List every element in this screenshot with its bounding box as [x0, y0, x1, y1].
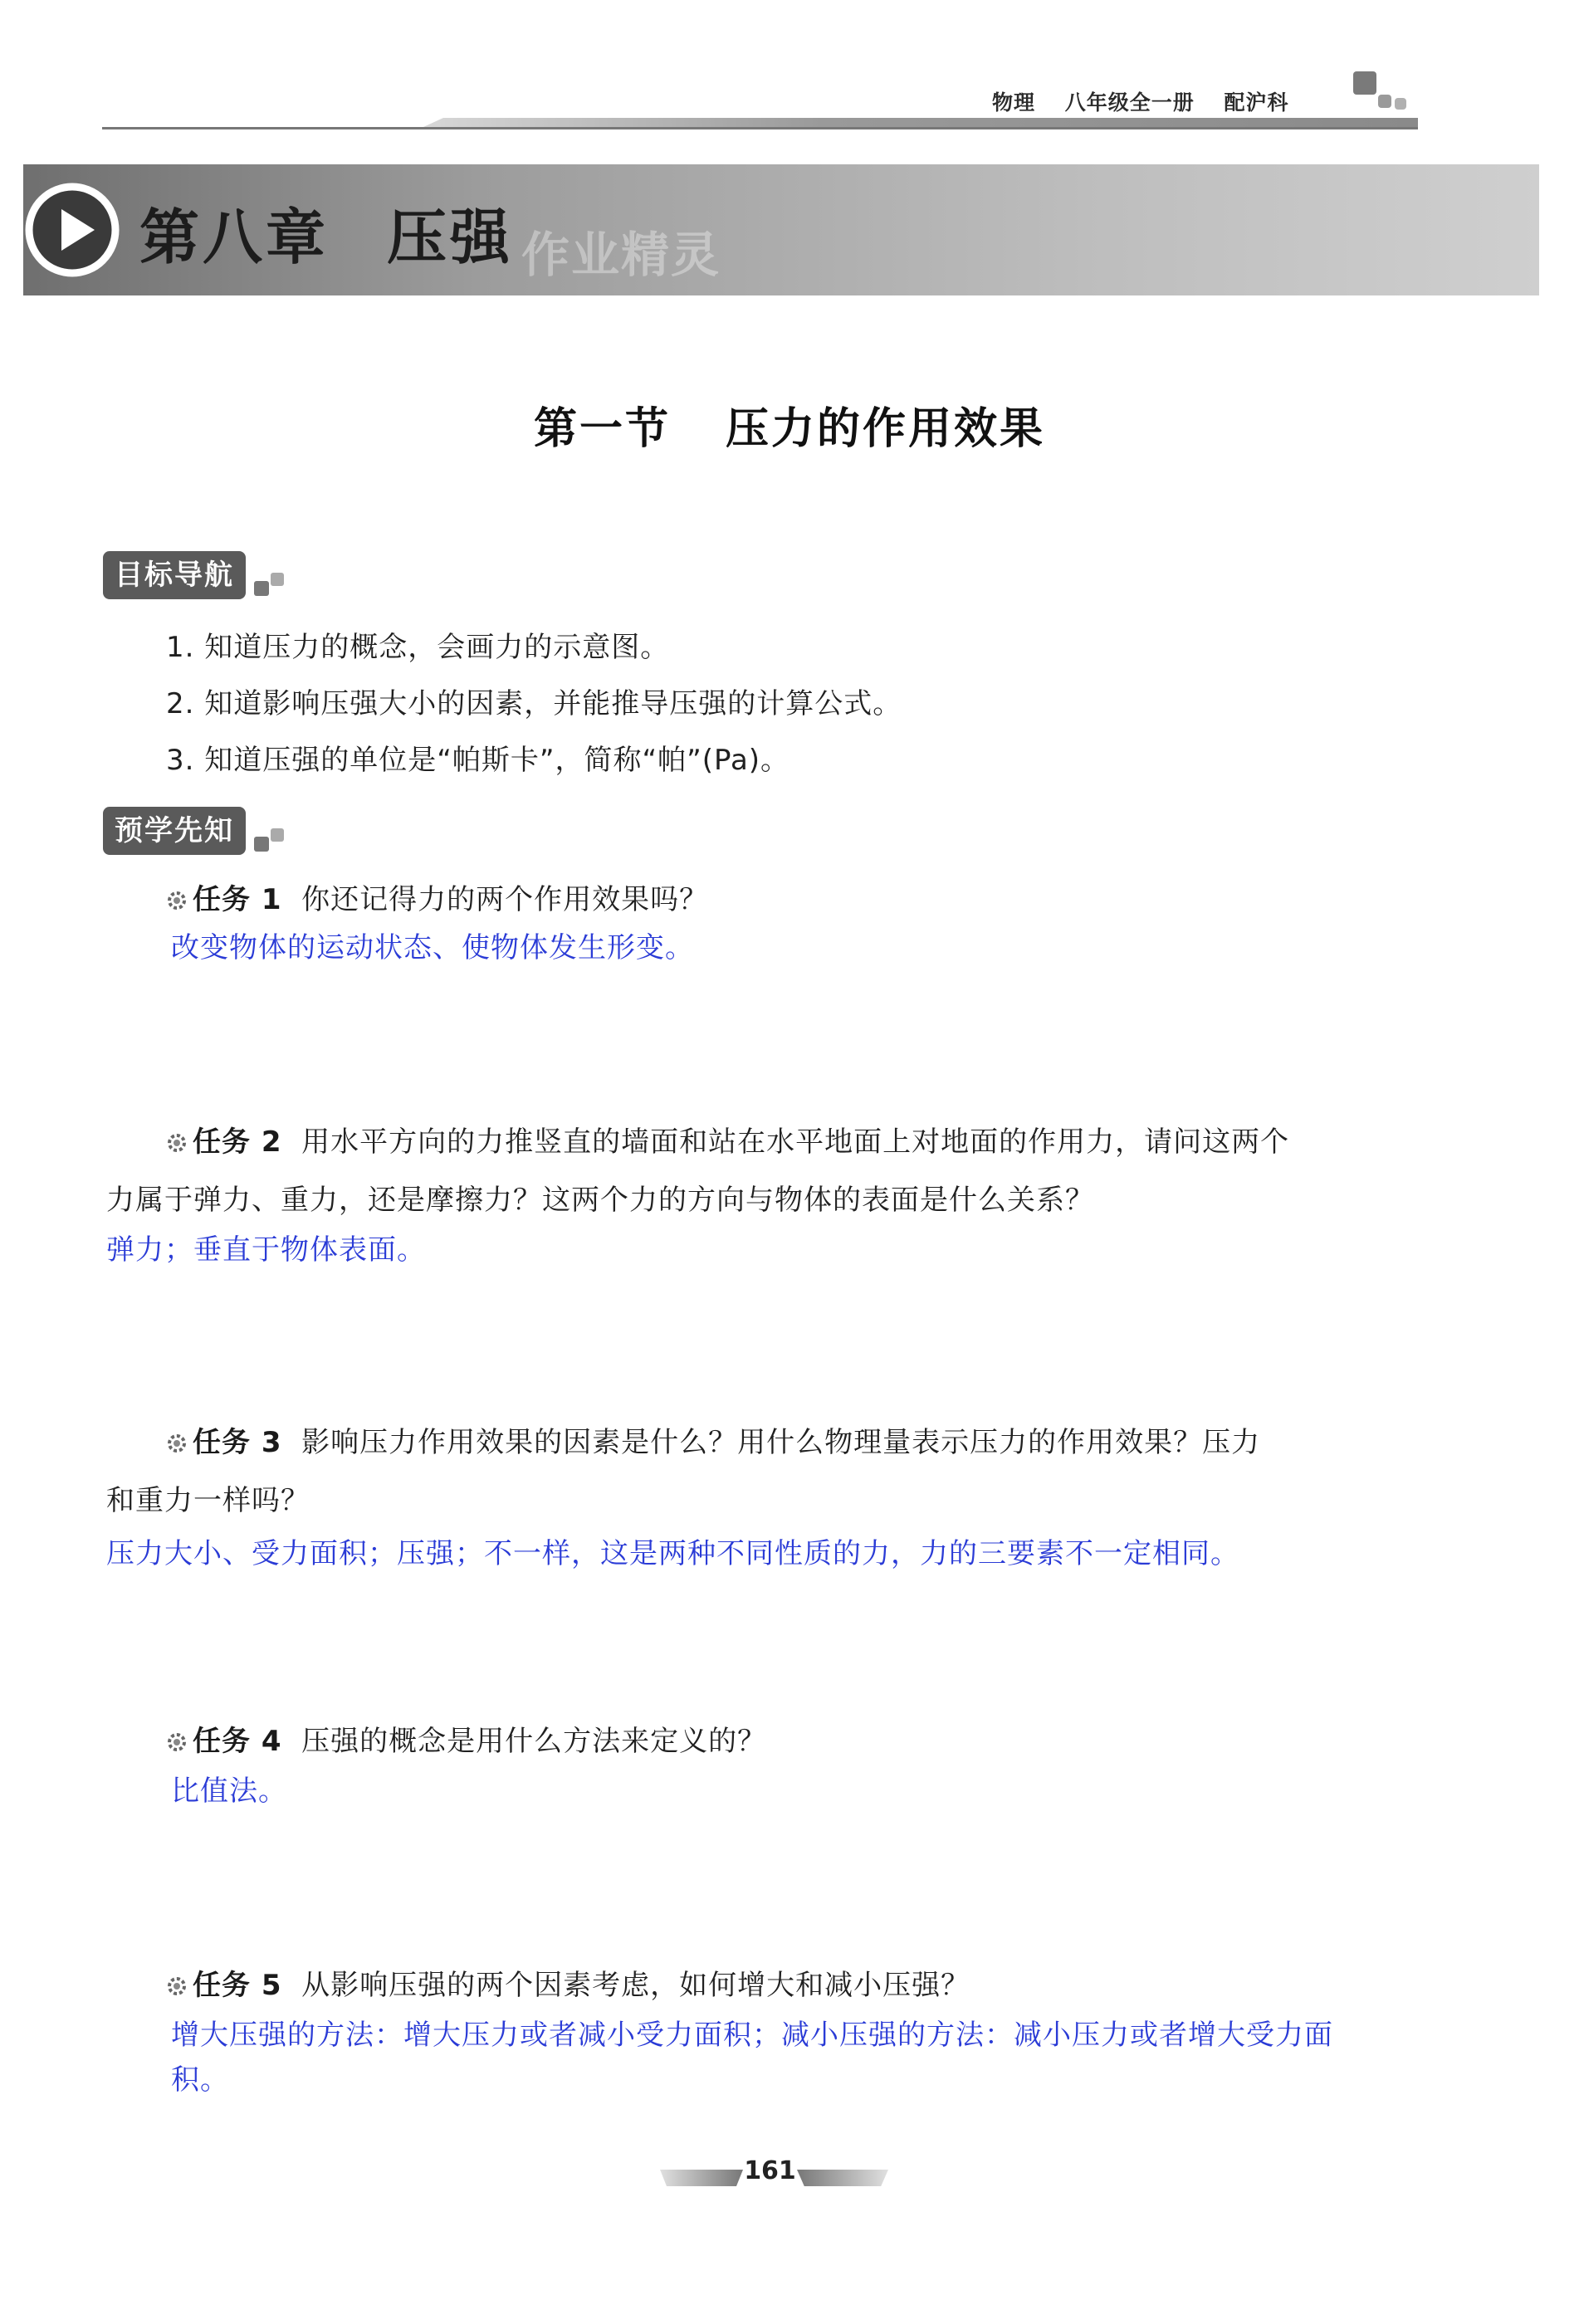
task-3-answer: 压力大小、受力面积；压强；不一样，这是两种不同性质的力，力的三要素不一定相同。 [106, 1537, 1239, 1570]
objective-item: 2. 知道影响压强大小的因素，并能推导压强的计算公式。 [166, 687, 902, 720]
running-header [992, 86, 1310, 116]
tag-decoration-icon [254, 828, 287, 862]
gear-icon [166, 1731, 188, 1753]
objectives-tag: 目标导航 [103, 551, 246, 599]
header-grade: 八年级全一册 [1064, 90, 1195, 115]
play-circle-icon [23, 181, 121, 279]
task-2-question-continued: 力属于弹力、重力，还是摩擦力？这两个力的方向与物体的表面是什么关系？ [106, 1184, 1094, 1217]
header-decoration-squares-icon [1353, 71, 1420, 113]
tag-decoration-icon [254, 573, 287, 606]
footer-decoration-right [797, 2170, 888, 2186]
task-label: 任务 1 [193, 883, 282, 916]
objective-item: 3. 知道压强的单位是“帕斯卡”，简称“帕”(Pa)。 [166, 744, 790, 777]
gear-icon [166, 1132, 188, 1154]
task-label: 任务 4 [193, 1725, 282, 1758]
task-1-answer: 改变物体的运动状态、使物体发生形变。 [171, 931, 694, 964]
section-number: 第一节 [533, 404, 671, 454]
task-3-question [166, 1424, 1260, 1461]
objective-item: 1. 知道压力的概念，会画力的示意图。 [166, 631, 670, 664]
task-label: 任务 2 [193, 1125, 282, 1159]
header-subject: 物理 [992, 90, 1036, 115]
task-question-text: 从影响压强的两个因素考虑，如何增大和减小压强？ [301, 1969, 970, 2002]
chapter-name: 压强 [387, 203, 514, 272]
task-1-question [166, 881, 708, 918]
gear-icon [166, 1975, 188, 1997]
task-5-answer-continued: 积。 [171, 2063, 229, 2097]
task-4-question [166, 1723, 766, 1760]
section-name: 压力的作用效果 [726, 404, 1046, 454]
task-question-text: 影响压力作用效果的因素是什么？用什么物理量表示压力的作用效果？压力 [301, 1426, 1261, 1459]
section-title [0, 393, 1579, 456]
task-5-question [166, 1967, 970, 2004]
footer-decoration-left [660, 2170, 743, 2186]
gear-icon [166, 890, 188, 911]
preview-tag: 预学先知 [103, 807, 246, 855]
gear-icon [166, 1433, 188, 1454]
task-2-question [166, 1124, 1289, 1160]
task-2-answer: 弹力；垂直于物体表面。 [106, 1233, 426, 1267]
task-4-answer: 比值法。 [171, 1775, 287, 1808]
task-question-text: 你还记得力的两个作用效果吗？ [301, 883, 709, 916]
task-3-question-continued: 和重力一样吗？ [106, 1484, 310, 1517]
task-label: 任务 3 [193, 1426, 282, 1459]
chapter-heading [139, 189, 513, 276]
watermark-text: 作业精灵 [521, 227, 721, 283]
header-rule-thick [423, 118, 1418, 127]
task-5-answer: 增大压强的方法：增大压力或者减小受力面积；减小压强的方法：减小压力或者增大受力面 [171, 2019, 1333, 2052]
header-rule [102, 127, 1418, 129]
chapter-banner [23, 164, 1539, 295]
task-question-text: 用水平方向的力推竖直的墙面和站在水平地面上对地面的作用力，请问这两个 [301, 1125, 1290, 1159]
chapter-number: 第八章 [139, 203, 330, 272]
task-question-text: 压强的概念是用什么方法来定义的？ [301, 1725, 767, 1758]
page-number: 161 [744, 2156, 796, 2185]
header-edition: 配沪科 [1224, 90, 1289, 115]
task-label: 任务 5 [193, 1969, 282, 2002]
